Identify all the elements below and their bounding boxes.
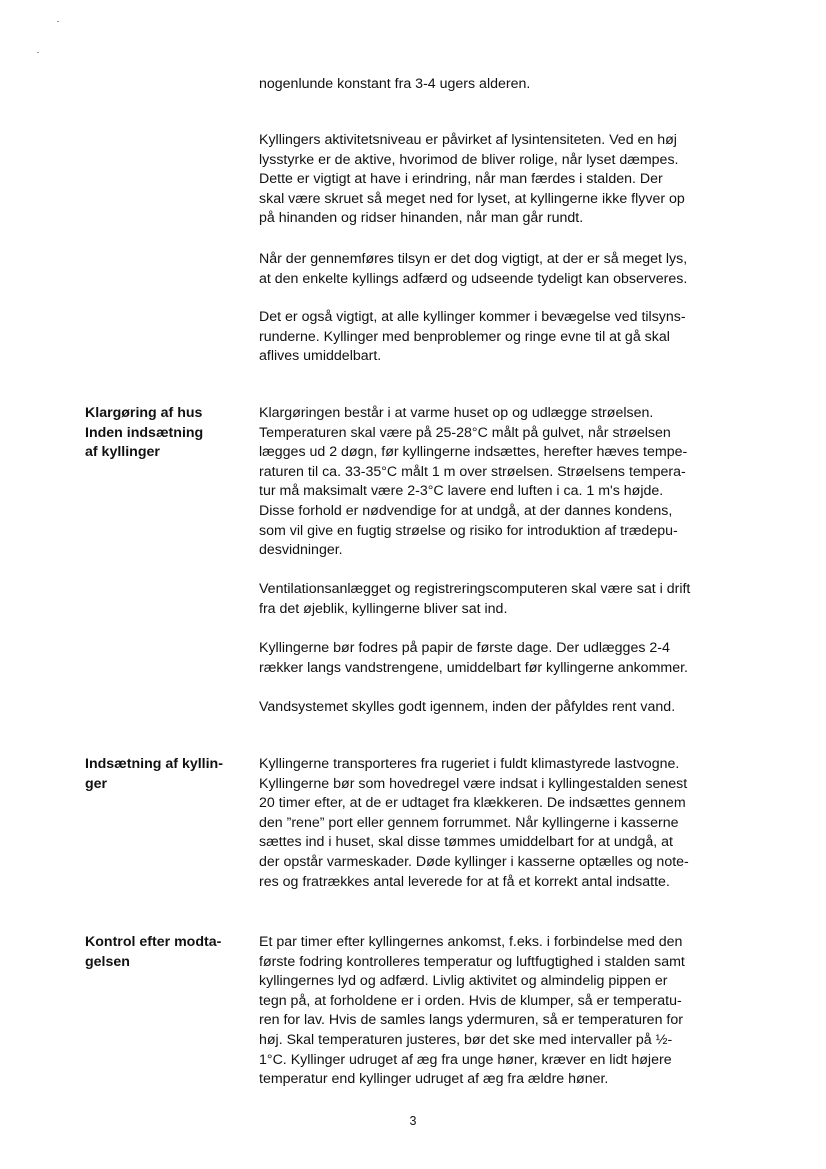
text-line: nogenlunde konstant fra 3-4 ugers alderen. — [259, 76, 531, 92]
text-line: Vandsystemet skylles godt igennem, inden der påfyldes rent vand. — [259, 699, 676, 715]
text-line: fra det øjeblik, kyllingerne bliver sat ind. — [259, 600, 508, 617]
text-line: høj. Skal temperaturen justeres, bør det ske med intervaller på ½- — [259, 1031, 673, 1048]
paragraph-ventilation — [259, 580, 739, 619]
paragraph-inspection-light — [259, 250, 739, 289]
text-line: Kyllingerne transporteres fra rugeriet i fuldt klimastyrede lastvogne. — [259, 756, 680, 772]
text-line: Klargøringen består i at varme huset op og udlægge strøelsen. — [259, 405, 654, 421]
text-line: 20 timer efter, at de er udtaget fra klækkeren. De indsættes gennem — [259, 795, 686, 812]
text-line: temperatur end kyllinger udruget af æg fra ældre høner. — [259, 1071, 609, 1088]
text-line: som vil give en fugtig strøelse og risiko for introduktion af trædepu- — [259, 522, 678, 539]
page-number: 3 — [409, 1114, 417, 1128]
heading-line: gelsen — [85, 953, 130, 970]
text-line: der opstår varmeskader. Døde kyllinger i kasserne optælles og note- — [259, 853, 689, 870]
text-line: Det er også vigtigt, at alle kyllinger kommer i bevægelse ved tilsyns- — [259, 309, 686, 325]
paragraph-age-constant — [259, 75, 739, 95]
text-line: aflives umiddelbart. — [259, 348, 382, 365]
text-line: res og fratrækkes antal leverede for at få et korrekt antal indsatte. — [259, 873, 670, 890]
paragraph-feeding-paper — [259, 639, 739, 678]
text-line: Kyllingerne bør fodres på papir de første dage. Der udlægges 2-4 — [259, 640, 670, 656]
paragraph-post-arrival-check — [259, 933, 739, 1090]
text-line: tur må maksimalt være 2-3°C lavere end luften i ca. 1 m's højde. — [259, 483, 664, 500]
section-heading-chick-placement — [85, 755, 250, 794]
text-line: Kyllingerne bør som hovedregel være indsat i kyllingestalden senest — [259, 775, 688, 792]
text-line: første fodring kontrolleres temperatur og luftfugtighed i stalden samt — [259, 953, 685, 970]
section-heading-house-preparation — [85, 404, 250, 463]
text-line: Temperaturen skal være på 25-28°C målt på gulvet, når strøelsen — [259, 424, 671, 441]
text-line: tegn på, at forholdene er i orden. Hvis de klumper, så er temperatu- — [259, 992, 682, 1009]
text-line: kyllingernes lyd og adfærd. Livlig aktivitet og almindelig pippen er — [259, 973, 668, 990]
text-line: 1°C. Kyllinger udruget af æg fra unge høner, kræver en lidt højere — [259, 1051, 672, 1068]
text-line: den ”rene” port eller gennem forrummet. Når kyllingerne i kasserne — [259, 814, 679, 831]
text-line: Disse forhold er nødvendige for at undgå, at der dannes kondens, — [259, 502, 673, 519]
paragraph-water-system — [259, 698, 739, 718]
heading-line: Kontrol efter modta- — [85, 934, 222, 950]
paragraph-chick-placement — [259, 755, 739, 892]
paragraph-house-preparation — [259, 404, 739, 561]
text-line: at den enkelte kyllings adfærd og udseende tydeligt kan observeres. — [259, 270, 688, 287]
scan-speck — [37, 52, 39, 53]
scan-speck — [57, 21, 59, 22]
paragraph-activity-light — [259, 131, 739, 229]
section-heading-post-arrival-check — [85, 933, 250, 972]
heading-line: Indsætning af kyllin- — [85, 756, 223, 772]
text-line: på hinanden og ridser hinanden, når man går rundt. — [259, 210, 584, 227]
heading-line: af kyllinger — [85, 444, 160, 461]
text-line: runderne. Kyllinger med benproblemer og ringe evne til at gå skal — [259, 328, 670, 345]
text-line: sættes ind i huset, skal disse tømmes umiddelbart for at undgå, at — [259, 834, 673, 851]
text-line: Når der gennemføres tilsyn er det dog vigtigt, at der er så meget lys, — [259, 251, 688, 267]
text-line: desvidninger. — [259, 542, 343, 559]
heading-line: Inden indsætning — [85, 424, 204, 441]
text-line: lysstyrke er de aktive, hvorimod de bliver rolige, når lyset dæmpes. — [259, 151, 679, 168]
text-line: raturen til ca. 33-35°C målt 1 m over strøelsen. Strøelsens tempera- — [259, 463, 686, 480]
heading-line: Klargøring af hus — [85, 405, 203, 421]
text-line: rækker langs vandstrengene, umiddelbart før kyllingerne ankommer. — [259, 659, 688, 676]
text-line: ren for lav. Hvis de samles langs ydermuren, så er temperaturen for — [259, 1012, 683, 1029]
text-line: lægges ud 2 døgn, før kyllingerne indsættes, herefter hæves tempe- — [259, 444, 688, 461]
paragraph-movement-check — [259, 308, 739, 367]
text-line: Et par timer efter kyllingernes ankomst, f.eks. i forbindelse med den — [259, 934, 683, 950]
text-line: Dette er vigtigt at have i erindring, når man færdes i stalden. Der — [259, 171, 663, 188]
text-line: Kyllingers aktivitetsniveau er påvirket af lysintensiteten. Ved en høj — [259, 132, 677, 148]
text-line: Ventilationsanlægget og registreringscomputeren skal være sat i drift — [259, 581, 691, 597]
text-line: skal være skruet så meget ned for lyset, at kyllingerne ikke flyver op — [259, 190, 685, 207]
heading-line: ger — [85, 775, 108, 792]
